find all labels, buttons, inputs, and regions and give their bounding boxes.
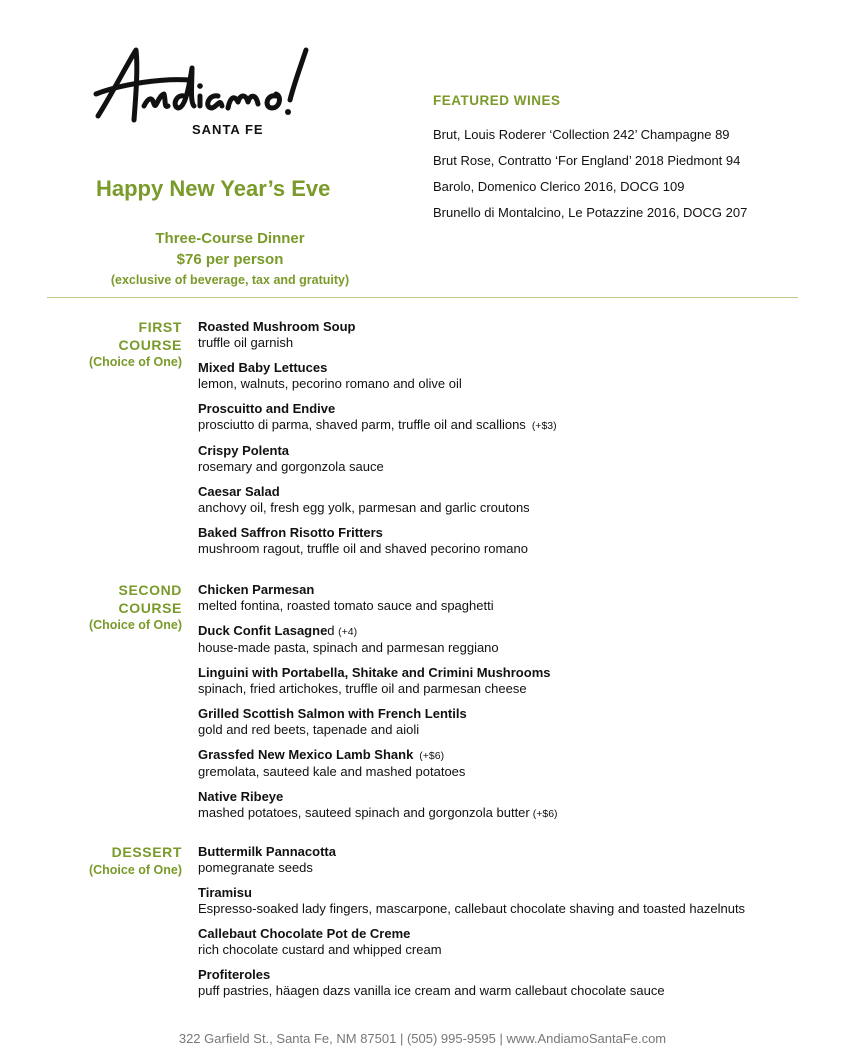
menu-item-desc: melted fontina, roasted tomato sauce and spaghetti — [198, 598, 494, 613]
menu-item-desc: mashed potatoes, sauteed spinach and gorgonzola butter — [198, 805, 530, 820]
andiamo-logo — [92, 44, 332, 154]
dinner-note: (exclusive of beverage, tax and gratuity) — [110, 273, 350, 287]
menu-item-name: Profiteroles — [198, 967, 271, 982]
dessert-items — [198, 844, 758, 1008]
first-course-label — [40, 319, 182, 371]
menu-item-desc: puff pastries, häagen dazs vanilla ice cream and warm callebaut chocolate sauce — [198, 983, 665, 998]
dessert-label — [40, 844, 182, 879]
first-course-items — [198, 319, 758, 566]
menu-item-name: Crispy Polenta — [198, 443, 290, 458]
menu-item-desc: gold and red beets, tapenade and aioli — [198, 722, 420, 737]
page-title: Happy New Year’s Eve — [96, 176, 331, 201]
upcharge: (+4) — [338, 626, 358, 638]
menu-item-desc: Espresso-soaked lady fingers, mascarpone, callebaut chocolate shaving and toasted hazelnuts — [198, 901, 746, 916]
menu-item — [198, 582, 758, 614]
second-course-items — [198, 582, 758, 831]
first-course-label-line1: FIRST — [138, 319, 182, 335]
upcharge: (+$6) — [532, 808, 558, 820]
menu-item — [198, 844, 758, 876]
menu-item-name: Mixed Baby Lettuces — [198, 360, 328, 375]
menu-item-name: Grilled Scottish Salmon with French Lentils — [198, 706, 467, 721]
logo-location: SANTA FE — [192, 122, 264, 137]
menu-item-desc: mushroom ragout, truffle oil and shaved pecorino romano — [198, 541, 529, 556]
featured-wines — [433, 93, 833, 226]
second-course-label-line2: COURSE — [118, 599, 182, 616]
menu-item-name: Roasted Mushroom Soup — [198, 319, 356, 334]
dinner-price: $76 per person — [176, 251, 284, 268]
menu-item-desc: truffle oil garnish — [198, 335, 294, 350]
menu-item — [198, 525, 758, 557]
menu-item-desc: rosemary and gorgonzola sauce — [198, 459, 384, 474]
dinner-title: Three-Course Dinner — [155, 230, 305, 247]
menu-item-name: Duck Confit Lasagne — [198, 623, 328, 638]
upcharge: (+$3) — [531, 420, 557, 432]
first-course-choice: (Choice of One) — [88, 355, 182, 369]
wine-item: Brut, Louis Roderer ‘Collection 242’ Champagne 89 — [433, 127, 730, 142]
menu-item-name-line — [198, 747, 758, 764]
upcharge: (+$6) — [419, 750, 445, 762]
featured-wines-heading: FEATURED WINES — [433, 93, 561, 108]
menu-item — [198, 484, 758, 516]
menu-item-name: Baked Saffron Risotto Fritters — [198, 525, 383, 540]
wine-item: Brunello di Montalcino, Le Potazzine 2016, DOCG 207 — [433, 205, 748, 220]
menu-item-name: Caesar Salad — [198, 484, 280, 499]
second-course-label — [40, 582, 182, 634]
menu-item-name: Callebaut Chocolate Pot de Creme — [198, 926, 411, 941]
menu-item-name: Linguini with Portabella, Shitake and Crimini Mushrooms — [198, 665, 551, 680]
menu-item-name: Proscuitto and Endive — [198, 401, 336, 416]
second-course-choice: (Choice of One) — [88, 618, 182, 632]
wine-item: Barolo, Domenico Clerico 2016, DOCG 109 — [433, 179, 685, 194]
wine-item: Brut Rose, Contratto ‘For England’ 2018 Piedmont 94 — [433, 153, 741, 168]
menu-item-desc: house-made pasta, spinach and parmesan reggiano — [198, 640, 499, 655]
menu-item-name: Native Ribeye — [198, 789, 284, 804]
menu-item-name-tail: d — [327, 623, 335, 638]
menu-item — [198, 401, 758, 434]
second-course-label-line1: SECOND — [118, 582, 182, 598]
menu-item-desc: lemon, walnuts, pecorino romano and olive oil — [198, 376, 462, 391]
menu-item-name-line — [198, 623, 758, 640]
menu-item — [198, 706, 758, 738]
menu-item-name: Grassfed New Mexico Lamb Shank — [198, 747, 414, 762]
menu-item-desc: prosciutto di parma, shaved parm, truffle oil and scallions — [198, 417, 526, 432]
footer-contact: 322 Garfield St., Santa Fe, NM 87501 | (505) 995-9595 | www.AndiamoSantaFe.com — [178, 1031, 667, 1046]
menu-item — [198, 926, 758, 958]
dinner-info — [80, 228, 380, 290]
menu-item-desc: anchovy oil, fresh egg yolk, parmesan and garlic croutons — [198, 500, 530, 515]
menu-item — [198, 885, 758, 917]
menu-item-desc: pomegranate seeds — [198, 860, 313, 875]
menu-item — [198, 665, 758, 697]
menu-item — [198, 623, 758, 656]
menu-item — [198, 747, 758, 780]
menu-item-name: Buttermilk Pannacotta — [198, 844, 336, 859]
first-course-label-line2: COURSE — [118, 336, 182, 353]
divider — [47, 297, 798, 298]
menu-item — [198, 789, 758, 822]
dessert-label-line1: DESSERT — [111, 844, 182, 860]
andiamo-script-logo — [92, 44, 332, 134]
menu-item-desc: gremolata, sauteed kale and mashed potatoes — [198, 764, 466, 779]
menu-item-desc: rich chocolate custard and whipped cream — [198, 942, 442, 957]
dessert-choice: (Choice of One) — [88, 862, 182, 877]
menu-item-desc-line — [198, 805, 758, 822]
menu-item — [198, 319, 758, 351]
menu-item — [198, 967, 758, 999]
menu-item-name: Chicken Parmesan — [198, 582, 315, 597]
menu-item — [198, 360, 758, 392]
menu-item-name: Tiramisu — [198, 885, 252, 900]
menu-item — [198, 443, 758, 475]
menu-item-desc-line — [198, 417, 758, 434]
menu-item-desc: spinach, fried artichokes, truffle oil and parmesan cheese — [198, 681, 527, 696]
